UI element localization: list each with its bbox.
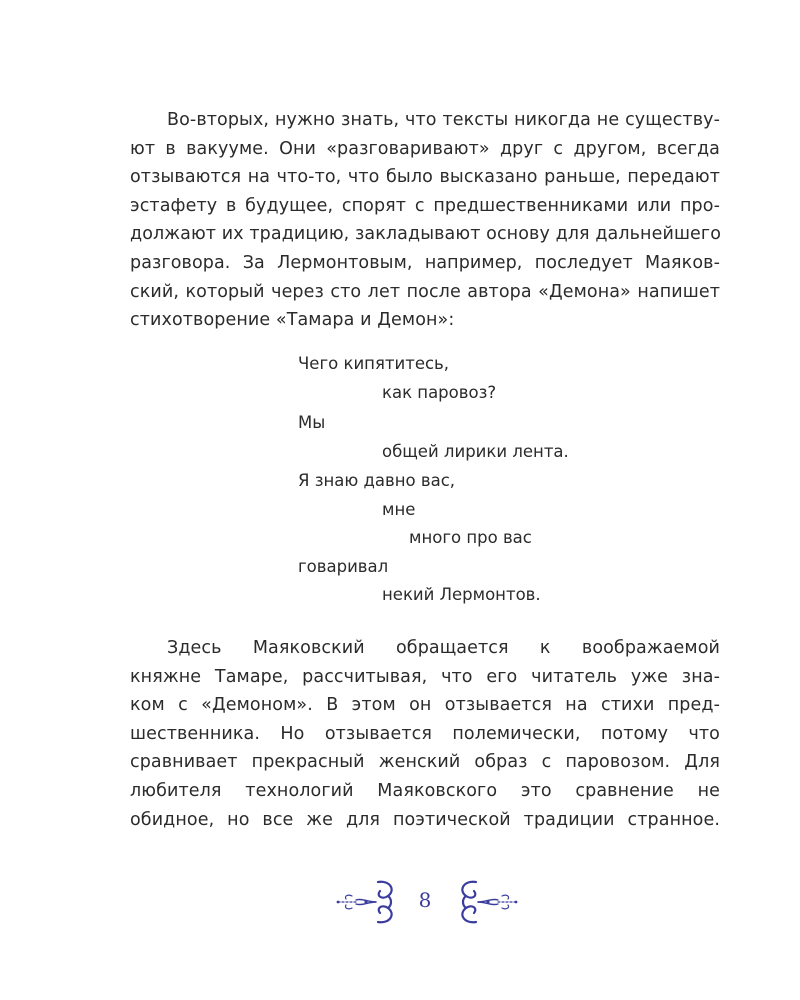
- text-line: разговора. За Лермонтовым, например, последует Маяков-: [130, 252, 720, 273]
- text-line: стихотворение «Тамара и Демон»:: [130, 310, 455, 331]
- text-line: обидное, но все же для поэтической традиции странное.: [130, 809, 720, 830]
- text-line: отзываются на что-то, что было высказано раньше, передают: [130, 167, 720, 188]
- text-line: сравнивает прекрасный женский образ с паровозом. Для: [130, 752, 720, 773]
- poem-line: Мы: [298, 413, 326, 432]
- poem-line: Я знаю давно вас,: [298, 471, 456, 490]
- scroll-ornament-right-icon: [448, 872, 522, 932]
- text-line: Во-вторых, нужно знать, что тексты никогда не существу-: [167, 110, 720, 130]
- text-line: княжне Тамаре, рассчитывая, что его читатель уже зна-: [130, 666, 720, 687]
- poem-line: много про вас: [409, 528, 532, 547]
- paragraph-analysis: [130, 634, 720, 834]
- poem-line: говаривал: [298, 557, 389, 576]
- text-line: ком с «Демоном». В этом он отзывается на стихи пред-: [130, 695, 720, 716]
- text-line: ют в вакууме. Они «разговаривают» друг с другом, всегда: [130, 138, 720, 159]
- poem-line: некий Лермонтов.: [382, 585, 541, 604]
- poem-line: общей лирики лента.: [382, 442, 569, 461]
- text-line: любителя технологий Маяковского это сравнение не: [130, 780, 720, 801]
- poem-line: как паровоз?: [382, 383, 497, 402]
- paragraph-intertextuality: [130, 106, 720, 335]
- text-line: эстафету в будущее, спорят с предшественниками или про-: [130, 195, 720, 216]
- text-line: ский, который через сто лет после автора «Демона» напишет: [130, 281, 720, 302]
- text-line: должают их традицию, закладывают основу для дальнейшего: [130, 224, 722, 245]
- text-line: шественника. Но отзывается полемически, потому что: [130, 723, 720, 744]
- page-number: 8: [418, 888, 432, 912]
- text-line: Здесь Маяковский обращается к воображаемой: [167, 638, 720, 658]
- scroll-ornament-left-icon: [332, 872, 406, 932]
- poem-line: Чего кипятитесь,: [298, 354, 450, 373]
- poem-line: мне: [382, 500, 416, 519]
- page-footer: [0, 872, 800, 932]
